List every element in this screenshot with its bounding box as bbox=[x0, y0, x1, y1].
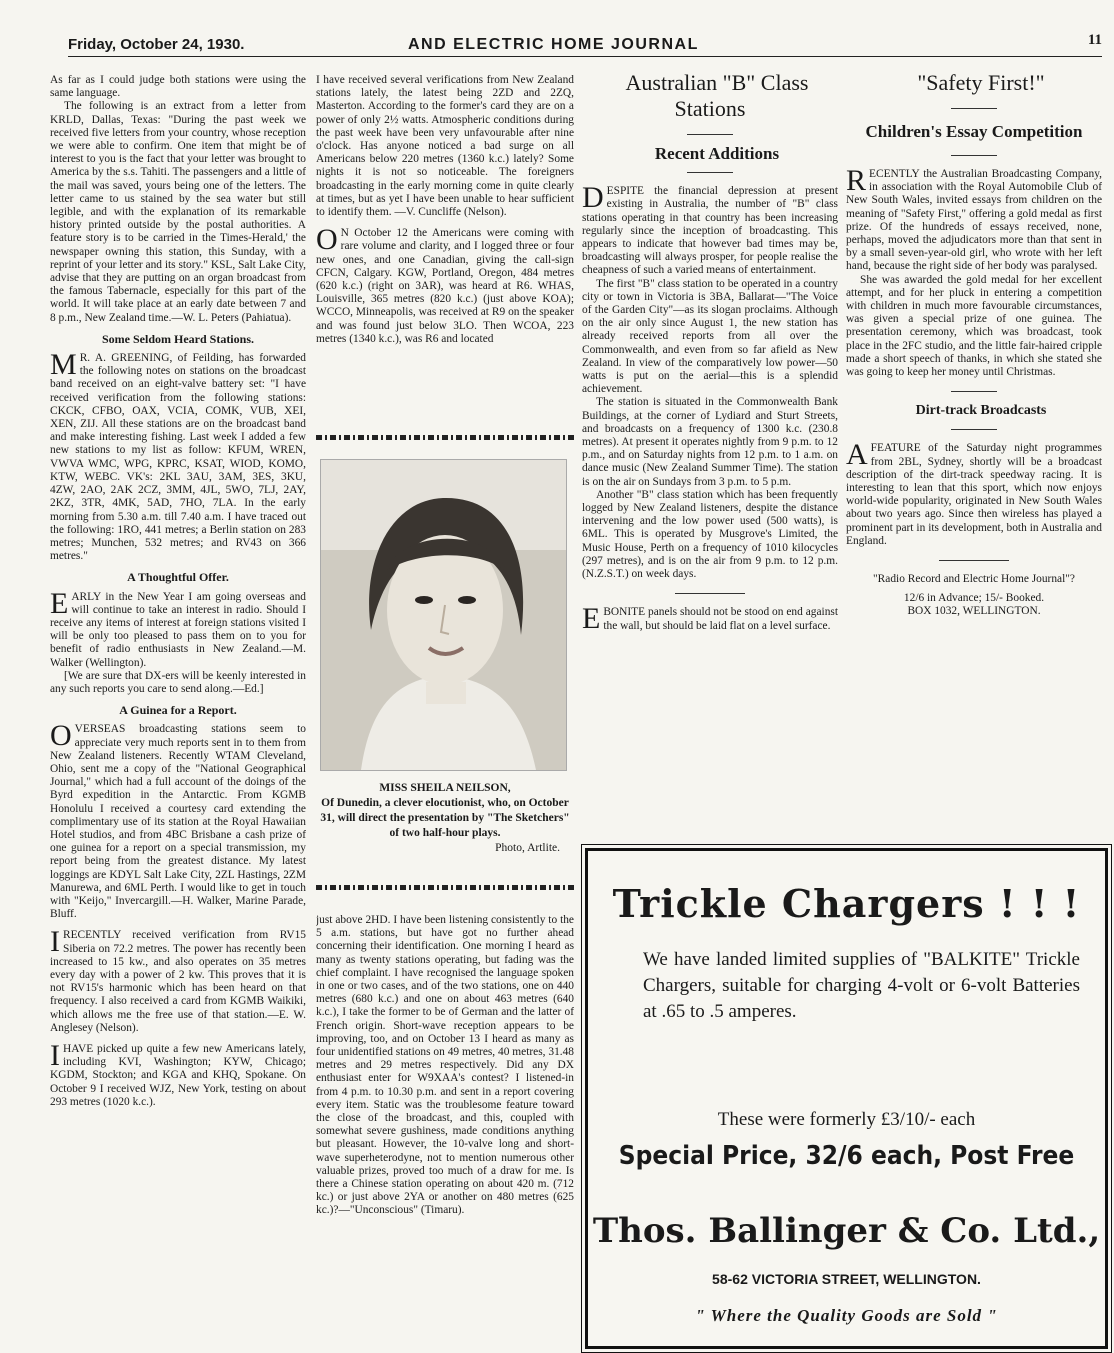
article-title: "Safety First!" bbox=[917, 70, 1045, 95]
issue-date: Friday, October 24, 1930. bbox=[68, 36, 245, 53]
divider bbox=[951, 429, 997, 430]
photo-caption bbox=[316, 781, 574, 856]
drop-cap: I bbox=[50, 1039, 60, 1073]
column-3 bbox=[582, 70, 838, 840]
article-paragraph: just above 2HD. I have been listening consistently to the 5 a.m. stations, but have got no further ahead concerning their identification. One morning I heard as many as twenty stations operating, but fading was the chief complaint. I have recognised the language spoken in one or two cases, and of the two stations, one on 440 metres (680 k.c.) and one on about 463 metres (640 k.c.), I take the former to be of German and the latter of French origin. Short-wave reception appears to be improving, too, and on October 13 I heard as many as four unidentified stations on 49 metres, 40 metres, 31.48 metres and 29 metres respectively. Did any DX enthusiast enter for W9XAA's contest? I listened-in from 4 p.m. to 10.30 p.m. and sent in a report covering every item. Static was the troublesome feature toward the close of the broadcast, and this, coupled with somewhat severe gushiness, made conditions anything but pleasant. However, the 10-valve long and short-wave superheterodyne, not to mention numerous other valuable prizes, proved too much of a draw for me. Is there a Chinese station operating on about 420 m. (712 kc.) or just above 2YA or another on 480 metres (625 kc.)?—"Unconscious" (Timaru). bbox=[316, 914, 574, 1217]
caption-name: MISS SHEILA NEILSON, bbox=[379, 782, 511, 794]
photo-credit: Photo, Artlite. bbox=[495, 842, 560, 854]
ad-former-price: These were formerly £3/10/- each bbox=[717, 1109, 976, 1130]
column-2-lower bbox=[316, 914, 574, 1342]
article-paragraph: IHAVE picked up quite a few new Americans lately, including KVI, Washington; KYW, Chicago; KGDM, Stockton; and KGA and KHQ, Spokane. On October 9 I received WJZ, New York, testing on about 293 metres (1020 k.c.). bbox=[50, 1039, 306, 1108]
article-paragraph: M R. A. GREENING, of Feilding, has forwarded the following notes on stations on the broadcast band received on an eight-valve battery set: "I have received verification from the following stations: CKCK, CFBO, OAX, VCIA, COMK, VUB, XEI, XEN, ZIJ. All these stations are on the broadcast band and make interesting fishing. Last week I added a few new stations to my list as follow: KFUM, WREN, VWVA WMC, WPG, KPRC, KSAT, WIOD, KOMO, KTW, WEBC. VK's: 2KL 3AU, 3AM, 3ES, 3KU, 4ZW, 2AO, 2AK 2CZ, 3MM, 4JL, 5WO, 7LJ, 2AY, 2KZ, 3TR, 4MK, 5AD, 7HO, 7LA. In the early morning from 5.30 a.m. till 7.40 a.m. I have traced out the following: 1RO, 441 metres; a Berlin station on 283 metres; Munchen, 532 metres; and RV43 on 366 metres." bbox=[50, 348, 306, 563]
drop-cap: D bbox=[582, 181, 604, 215]
subscription-price: 12/6 in Advance; 15/- Booked. bbox=[903, 592, 1045, 605]
divider bbox=[951, 391, 997, 392]
article-paragraph: The first "B" class station to be operated in a country city or town in Victoria is 3BA, Ballarat—"The Voice of the Garden City"—as its slogan proclaims. Although on the air only since August 1, the new station has already received reports from all over the Commonwealth, and even from so far afield as New Zealand. In view of the comparatively low power—50 watts is put on the aerial—this is a splendid achievement. bbox=[582, 277, 838, 396]
divider bbox=[675, 593, 745, 594]
article-paragraph: EBONITE panels should not be stood on end against the wall, but should be laid flat on a level surface. bbox=[582, 602, 838, 636]
article-subtitle: Recent Additions bbox=[654, 144, 780, 163]
section-heading: Dirt-track Broadcasts bbox=[915, 403, 1047, 419]
article-paragraph: OVERSEAS broadcasting stations seem to appreciate very much reports sent in to them from New Zealand listeners. Recently WTAM Cleveland, Ohio, sent me a copy of the "National Geographical Journal," which had a full account of the doings of the Byrd expedition in the Antarctic. From KGMB Honolulu I received a courtesy card extending the complimentary use of its station at the Royal Hawaiian Hotel studios, and from 4BC Brisbane a cash prize of one guinea for a report on a special transmission, my report being from the greatest distance. My latest loggings are KDYL Salt Lake City, 2ZL Hastings, 2ZM Manurewa, and 6ML Perth. I would like to get in touch with "Keijo," Invercargill.—H. Walker, Marine Parade, Bluff. bbox=[50, 719, 306, 921]
drop-cap: E bbox=[50, 586, 69, 620]
column-4 bbox=[846, 70, 1102, 840]
divider bbox=[951, 155, 997, 156]
divider bbox=[687, 134, 733, 135]
drop-cap: I bbox=[50, 925, 60, 959]
ad-address: 58-62 VICTORIA STREET, WELLINGTON. bbox=[712, 1271, 981, 1287]
ad-slogan: " Where the Quality Goods are Sold " bbox=[695, 1306, 998, 1325]
ad-body: We have landed limited supplies of "BALKITE" Trickle Chargers, suitable for charging 4-volt or 6-volt Batteries at .65 to .5 amperes. bbox=[643, 949, 1080, 1022]
article-title: Australian "B" Class Stations bbox=[625, 70, 809, 121]
article-subtitle: Children's Essay Competition bbox=[865, 122, 1083, 141]
divider bbox=[939, 560, 1009, 561]
caption-body: Of Dunedin, a clever elocutionist, who, on October 31, will direct the presentation by "The Sketchers" of two half-hour plays. bbox=[320, 797, 570, 839]
article-paragraph: Another "B" class station which has been frequently logged by New Zealand listeners, despite the distance intervening and the low power used (500 watts), is 6ML. This is operated by Musgrove's Limited, the Music House, Perth on a frequency of 1010 kilocycles (297 metres), and is on the air from 9 p.m. to 12 p.m. (N.Z.S.T.) on week days. bbox=[582, 488, 838, 581]
section-heading: A Guinea for a Report. bbox=[119, 703, 237, 718]
article-paragraph: She was awarded the gold medal for her excellent attempt, and for her pluck in entering a competition with children in much more favourable circumstances, was given a special prize of one guinea. The presentation ceremony, which was broadcast, took place in the 2FC studio, and the little fair-haired cripple made a short speech of thanks, in which she stated she was going to keep her money until Christmas. bbox=[846, 273, 1102, 379]
article-paragraph: As far as I could judge both stations were using the same language. bbox=[50, 74, 306, 100]
ad-headline: Trickle Chargers ! ! ! bbox=[612, 881, 1081, 926]
drop-cap: R bbox=[846, 164, 867, 197]
article-paragraph: The following is an extract from a letter from KRLD, Dallas, Texas: "During the past week we received five letters from your country, whose reception we were able to confirm. One item that might be of interest to you is the fact that your letter was brought to America by the s.s. Tahiti. The passengers and a little of the mail was saved, yours being one of the letters. The letter came to us stained by the sea water but still legible, and with the explanation of its remarkable history printed outside by the postal authorities. A feature story is to be carried in the Times-Herald,' the newspaper owning this station, this Sunday, with a reprint of your letter and its story." KSL, Salt Lake City, advise that they are putting on an organ broadcast from the famous Tabernacle, especially for this part of the world. It will take place at an early date between 7 and 8 p.m., New Zealand time.—W. L. Peters (Pahiatua). bbox=[50, 100, 306, 324]
divider bbox=[687, 172, 733, 173]
trickle-chargers-advertisement bbox=[585, 848, 1108, 1349]
drop-cap: E bbox=[582, 602, 601, 636]
subscription-address: BOX 1032, WELLINGTON. bbox=[907, 605, 1041, 618]
subscription-title: "Radio Record and Electric Home Journal"? bbox=[873, 573, 1075, 586]
ad-company-name: Thos. Ballinger & Co. Ltd., bbox=[592, 1211, 1101, 1251]
article-paragraph: AFEATURE of the Saturday night programmes from 2BL, Sydney, shortly will be a broadcast description of the dirt-track speedway racing. It is interesting to lean that this sport, which now enjoys world-wide popularity, originated in New South Wales about two years ago. Since then wireless has played a prominent part in its development, both in Australia and England. bbox=[846, 438, 1102, 547]
drop-cap: M bbox=[50, 348, 77, 382]
portrait-illustration bbox=[321, 460, 566, 770]
column-1 bbox=[50, 74, 306, 1342]
article-paragraph: O N October 12 the Americans were coming with rare volume and clarity, and I logged three or four new ones, and one Canadian, giving the call-sign CFCN, Calgary. KGW, Portland, Oregon, 484 metres (620 k.c.) (right on 3AR), was heard at R6. WHAS, Louisville, 365 metres (820 k.c.) (just above KOA); WCCO, Minneapolis, was received at R9 on the speaker and was found just below 3LO. Then WCOA, 223 metres (1340 k.c.), was R6 and located bbox=[316, 223, 574, 345]
decorative-rule bbox=[316, 885, 574, 890]
drop-cap: A bbox=[846, 438, 868, 472]
photo-block bbox=[316, 435, 574, 890]
divider bbox=[951, 108, 997, 109]
article-paragraph: The station is situated in the Commonwealth Bank Buildings, at the corner of Lydiard and Sturt Streets, and broadcasts on a frequency of 1300 k.c. (230.8 metres). At present it operates nightly from 9 p.m. to 12 p.m., and on Saturday nights from 12 p.m. to 1 a.m. on dance music (New Zealand Summer Time). The station is on the air on Sundays from 3 p.m. to 5 p.m. bbox=[582, 396, 838, 488]
page-header bbox=[68, 30, 1102, 57]
article-paragraph: IRECENTLY received verification from RV15 Siberia on 72.2 metres. The power has recently been increased to 15 kw., and also operates on 35 metres every day with a power of 2 kw. This proves that it is not RV15's harmonic which has been heard on that frequency. I also received a card from KGMB Waikiki, which allows me the free use of that station.—E. W. Anglesey (Nelson). bbox=[50, 925, 306, 1034]
article-paragraph: EARLY in the New Year I am going overseas and will continue to take an interest in radio. Should I receive any items of interest at foreign stations visited I will be only too pleased to pass them on to you for benefit of radio enthusiasts in New Zealand.—M. Walker (Wellington). bbox=[50, 586, 306, 669]
decorative-rule bbox=[316, 435, 574, 440]
editor-note: [We are sure that DX-ers will be keenly interested in any such reports you care to send along.—Ed.] bbox=[50, 669, 306, 695]
article-paragraph: RECENTLY the Australian Broadcasting Company, in association with the Royal Automobile Club of New South Wales, invited essays from children on the meaning of "Safety First," offering a gold medal as first prize. Of the hundreds of essays received, none, perhaps, moved the adjudicators more than that sent in by a small seven-year-old girl, who wrote with her left hand, because the right side of her body was paralysed. bbox=[846, 164, 1102, 273]
drop-cap: O bbox=[50, 719, 72, 753]
article-paragraph: I have received several verifications from New Zealand stations lately, the latest being 2ZD and 2ZQ, Masterton. According to the former's card they are on a power of only 2½ watts. Atmospheric conditions during the past week have been very unfavourable after nine o'clock. Has anyone noticed a bad surge on all Americans below 220 metres (1360 k.c.) lately? Some nights it is not so noticeable. The foreigners broadcasting in the early morning come in quite clearly at times, but as yet I have been unable to hear sufficient to identify them. —V. Cuncliffe (Nelson). bbox=[316, 74, 574, 219]
portrait-photo bbox=[320, 459, 567, 771]
section-heading: A Thoughtful Offer. bbox=[127, 570, 229, 585]
journal-title: AND ELECTRIC HOME JOURNAL bbox=[408, 36, 699, 53]
column-2-upper bbox=[316, 74, 574, 426]
drop-cap: O bbox=[316, 223, 338, 257]
article-paragraph: DESPITE the financial depression at present existing in Australia, the number of "B" class stations operating in that country has been increasing regularly since the inception of broadcasting. This appears to indicate that however bad times may be, broadcasting will always prosper, for people realise the cheapness of such a varied means of entertainment. bbox=[582, 181, 838, 277]
section-heading: Some Seldom Heard Stations. bbox=[101, 331, 254, 346]
page-number: 11 bbox=[1087, 32, 1102, 48]
ad-special-price: Special Price, 32/6 each, Post Free bbox=[618, 1141, 1075, 1171]
